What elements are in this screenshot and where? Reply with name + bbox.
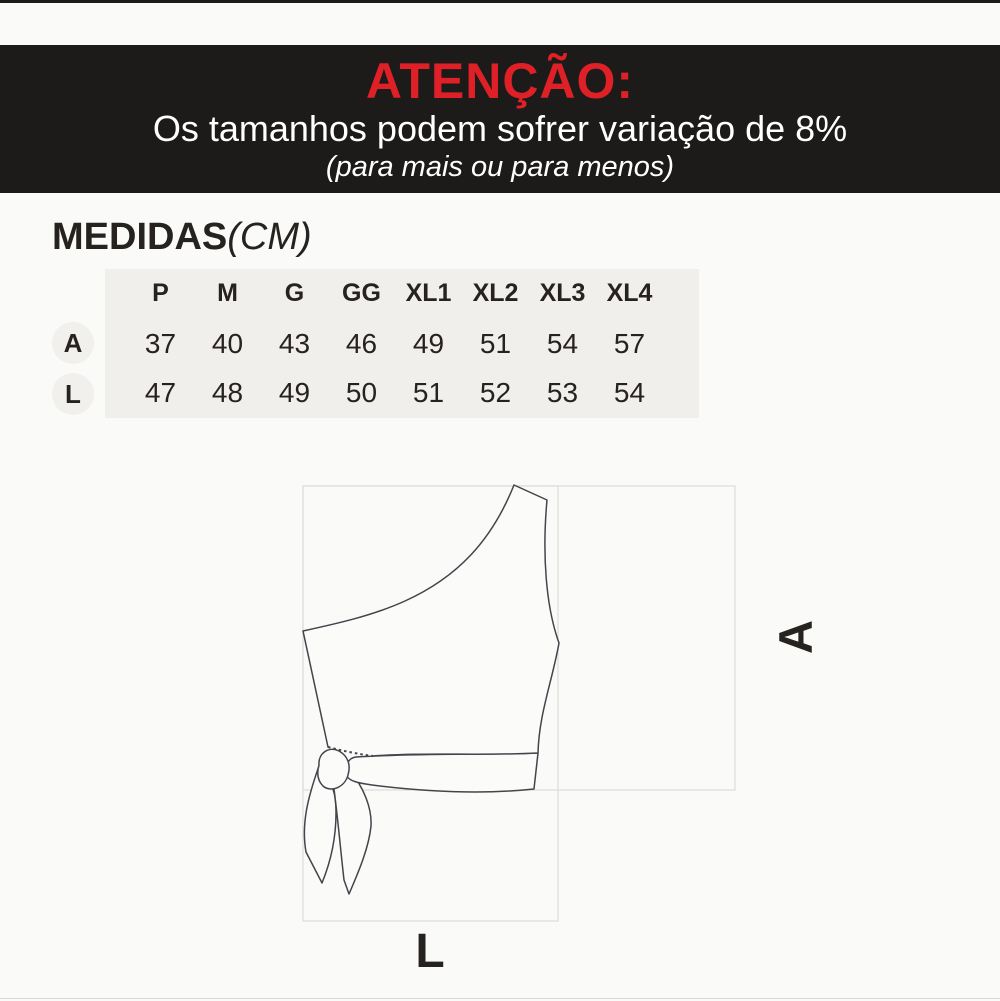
size-table-row-a bbox=[127, 319, 663, 369]
size-table-header-row bbox=[127, 269, 663, 319]
tie-tail-right bbox=[334, 769, 371, 894]
column-header-g: G bbox=[284, 279, 305, 308]
value-cell-a-xl3: 54 bbox=[546, 327, 579, 359]
banner-subtitle: Os tamanhos podem sofrer variação de 8% bbox=[152, 108, 848, 150]
measurements-heading bbox=[52, 216, 312, 259]
row-label-chip-a: A bbox=[52, 322, 94, 364]
banner-note: (para mais ou para menos) bbox=[325, 150, 675, 183]
value-cell-a-p: 37 bbox=[144, 327, 177, 359]
measurements-heading-unit: (CM) bbox=[227, 216, 312, 258]
measurements-heading-text: MEDIDAS bbox=[52, 216, 228, 258]
column-header-gg: GG bbox=[342, 279, 381, 308]
value-cell-a-g: 43 bbox=[278, 327, 311, 359]
value-cell-l-g: 49 bbox=[278, 377, 311, 409]
value-cell-l-xl3: 53 bbox=[546, 377, 579, 409]
waistband bbox=[346, 753, 538, 792]
value-cell-a-xl4: 57 bbox=[613, 327, 646, 359]
column-header-xl4: XL4 bbox=[606, 279, 653, 308]
attention-banner bbox=[0, 45, 1000, 193]
value-cell-l-xl2: 52 bbox=[479, 377, 512, 409]
column-header-xl3: XL3 bbox=[539, 279, 586, 308]
value-cell-a-xl2: 51 bbox=[479, 327, 512, 359]
value-cell-a-gg: 46 bbox=[345, 327, 378, 359]
diagram-width-label: L bbox=[415, 924, 445, 978]
garment-diagram bbox=[280, 460, 780, 940]
value-cell-a-xl1: 49 bbox=[412, 327, 445, 359]
value-cell-a-m: 40 bbox=[211, 327, 244, 359]
row-label-chip-l: L bbox=[52, 373, 94, 415]
banner-title: ATENÇÃO: bbox=[365, 53, 635, 110]
column-header-p: P bbox=[152, 279, 169, 308]
value-cell-l-xl4: 54 bbox=[613, 377, 646, 409]
bodice-fill bbox=[303, 485, 559, 756]
tie-knot bbox=[318, 749, 349, 789]
value-cell-l-gg: 50 bbox=[345, 377, 378, 409]
diagram-height-label: A bbox=[768, 620, 822, 654]
column-header-xl2: XL2 bbox=[472, 279, 519, 308]
size-table-row-l bbox=[127, 368, 663, 418]
value-cell-l-p: 47 bbox=[144, 377, 177, 409]
column-header-m: M bbox=[217, 279, 238, 308]
size-table bbox=[105, 269, 699, 418]
value-cell-l-m: 48 bbox=[211, 377, 244, 409]
top-black-strip bbox=[0, 0, 1000, 3]
value-cell-l-xl1: 51 bbox=[412, 377, 445, 409]
column-header-xl1: XL1 bbox=[405, 279, 452, 308]
bottom-border-line bbox=[0, 998, 1000, 999]
